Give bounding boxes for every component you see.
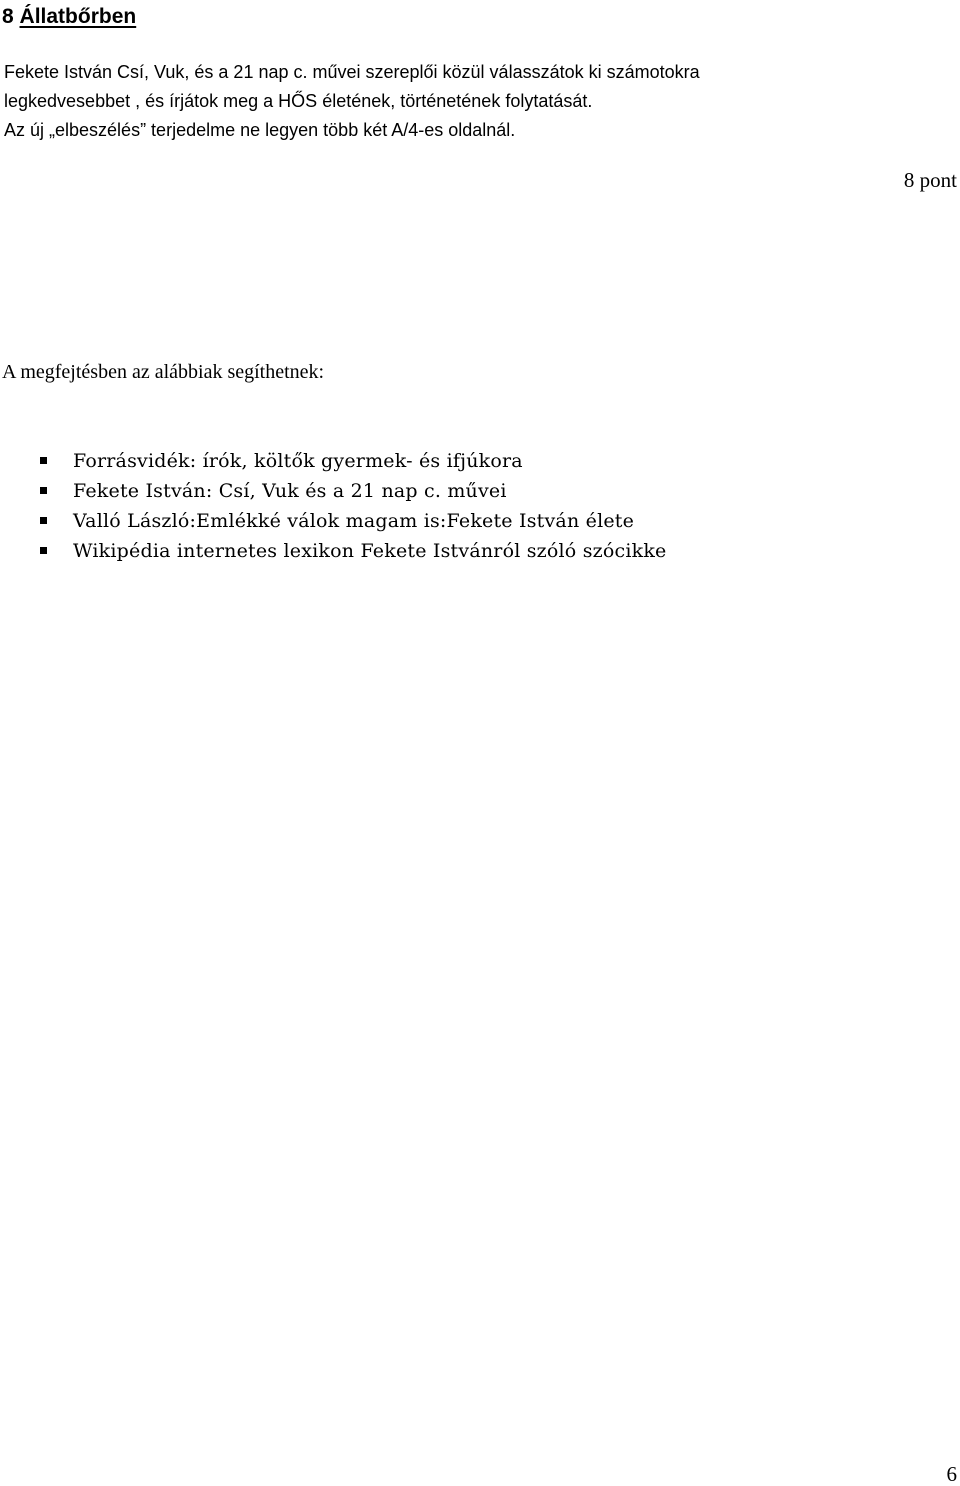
points-label: 8 pont — [903, 168, 957, 192]
square-bullet-icon — [40, 517, 47, 524]
task-hero-word: HŐS — [278, 91, 318, 111]
resource-text: Forrásvidék: írók, költők gyermek- és ifjúkora — [73, 450, 523, 472]
square-bullet-icon — [40, 487, 47, 494]
resource-text: Fekete István: Csí, Vuk és a 21 nap c. művei — [73, 480, 507, 502]
resource-text: Valló László:Emlékké válok magam is:Fekete István élete — [73, 510, 635, 532]
square-bullet-icon — [40, 547, 47, 554]
task-line-1 — [4, 58, 954, 87]
task-line-3 — [4, 116, 954, 145]
task-line-2 — [4, 87, 954, 116]
help-intro: A megfejtésben az alábbiak segíthetnek: — [2, 361, 325, 383]
section-number: 8 — [2, 5, 14, 28]
resource-text: Wikipédia internetes lexikon Fekete Istvánról szóló szócikke — [73, 540, 667, 562]
section-title: Állatbőrben — [19, 5, 137, 28]
task-line-2-end: életének, történetének folytatását. — [317, 91, 593, 111]
page-number: 6 — [946, 1462, 957, 1486]
task-description — [4, 58, 954, 145]
task-line-1-text: Fekete István Csí, Vuk, és a 21 nap c. művei szereplői közül válasszátok ki számotokra — [4, 62, 700, 82]
square-bullet-icon — [40, 457, 47, 464]
task-line-3-text: Az új „elbeszélés” terjedelme ne legyen több két A/4-es oldalnál. — [4, 120, 516, 140]
section-heading — [2, 4, 136, 30]
task-line-2-start: legkedvesebbet , és írjátok meg a — [4, 91, 279, 111]
